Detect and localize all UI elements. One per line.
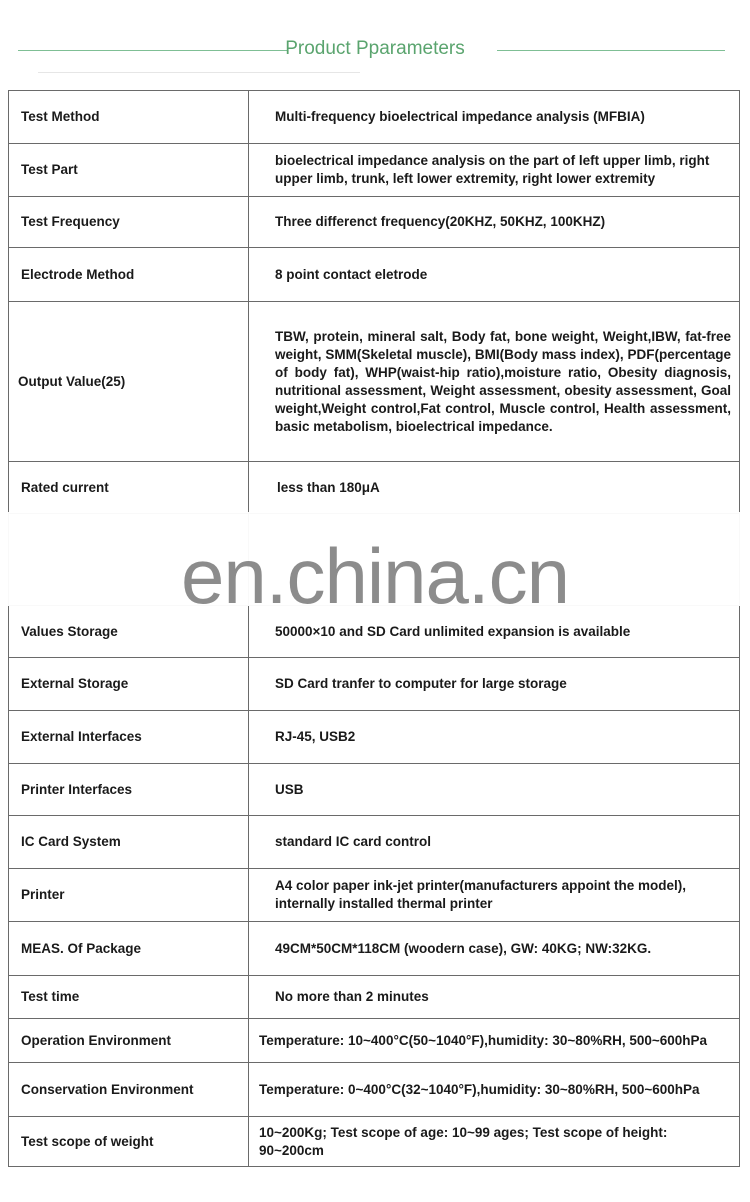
row-value: bioelectrical impedance analysis on the part of left upper limb, right upper limb, trunk, left lower extremity, right lower extremity [249,144,740,197]
row-value: Temperature: 10~400°C(50~1040°F),humidity: 30~80%RH, 500~600hPa [249,1019,740,1063]
row-label: Test time [9,976,249,1019]
table-row [9,1019,740,1063]
table-row [9,658,740,711]
table-row [9,816,740,869]
row-label: Values Storage [9,606,249,658]
row-value: 10~200Kg; Test scope of age: 10~99 ages; Test scope of height: 90~200cm [249,1117,740,1167]
table-row [9,91,740,144]
table-row [9,248,740,302]
row-value: Multi-frequency bioelectrical impedance analysis (MFBIA) [249,91,740,144]
row-label: IC Card System [9,816,249,869]
table-row [9,711,740,764]
row-label: Operation Environment [9,1019,249,1063]
row-label: Electrode Method [9,248,249,302]
row-label: Test Frequency [9,197,249,248]
table-row [9,144,740,197]
table-row [9,1063,740,1117]
row-value: TBW, protein, mineral salt, Body fat, bone weight, Weight,IBW, fat-free weight, SMM(Skeletal muscle), BMI(Body mass index), PDF(percentage of body fat), WHP(waist-hip ratio),moisture ratio, Obesity diagnosis, nutritional assessment, Weight assessment, obesity assessment, Goal weight,Weight control,Fat control, Muscle control, Health assessment, basic metabolism, bioelectrical impedance. [249,302,740,462]
row-value: 50000×10 and SD Card unlimited expansion is available [249,606,740,658]
row-value: Three differenct frequency(20KHZ, 50KHZ, 100KHZ) [249,197,740,248]
header-rule-right [497,50,725,51]
row-value: Temperature: 0~400°C(32~1040°F),humidity: 30~80%RH, 500~600hPa [249,1063,740,1117]
row-label: External Interfaces [9,711,249,764]
table-row [9,869,740,922]
table-row [9,1117,740,1167]
row-label: Printer Interfaces [9,764,249,816]
row-value: No more than 2 minutes [249,976,740,1019]
row-value: A4 color paper ink-jet printer(manufacturers appoint the model), internally installed thermal printer [249,869,740,922]
header-underline [38,72,360,73]
table-row [9,976,740,1019]
row-label: External Storage [9,658,249,711]
row-value: 8 point contact eletrode [249,248,740,302]
row-value: SD Card tranfer to computer for large storage [249,658,740,711]
row-value: USB [249,764,740,816]
table-row [9,197,740,248]
row-label: Test Method [9,91,249,144]
table-row [9,462,740,514]
table-row [9,302,740,462]
table-row [9,922,740,976]
page-title: Product Pparameters [285,38,465,59]
row-value: 49CM*50CM*118CM (woodern case), GW: 40KG; NW:32KG. [249,922,740,976]
spec-table [8,90,740,1167]
row-value: less than 180μA [249,462,740,514]
row-label: Rated current [9,462,249,514]
row-label: Conservation Environment [9,1063,249,1117]
row-value: RJ-45, USB2 [249,711,740,764]
row-label: MEAS. Of Package [9,922,249,976]
row-label: Test Part [9,144,249,197]
row-label: Printer [9,869,249,922]
row-label: Output Value(25) [9,302,249,462]
row-label: Test scope of weight [9,1117,249,1167]
table-row [9,764,740,816]
watermark-logo: en.china.cn [181,532,569,620]
row-value: standard IC card control [249,816,740,869]
